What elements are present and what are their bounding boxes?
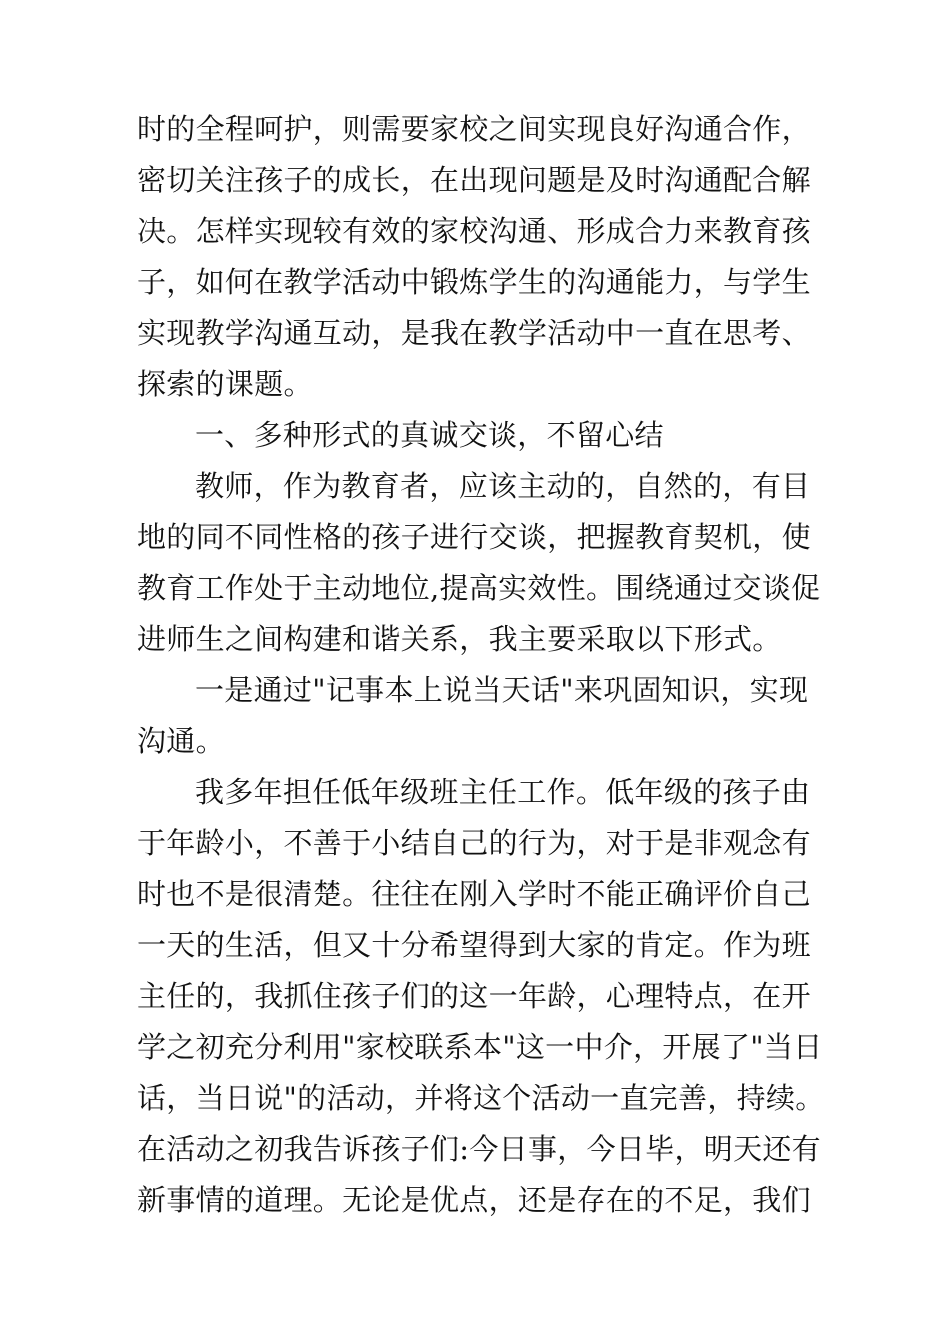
text-line: 教育工作处于主动地位,提高实效性。围绕通过交谈促	[137, 571, 821, 605]
text-line: 决。怎样实现较有效的家校沟通、形成合力来教育孩	[137, 214, 811, 248]
text-line: 于年龄小，不善于小结自己的行为，对于是非观念有	[137, 826, 811, 860]
text-line: 一是通过"记事本上说当天话"来巩固知识，实现	[195, 673, 809, 707]
text-line: 我多年担任低年级班主任工作。低年级的孩子由	[195, 775, 811, 809]
text-line: 一天的生活，但又十分希望得到大家的肯定。作为班	[137, 928, 811, 962]
text-line: 进师生之间构建和谐关系，我主要采取以下形式。	[137, 622, 782, 656]
text-line: 子，如何在教学活动中锻炼学生的沟通能力，与学生	[137, 265, 811, 299]
text-line: 实现教学沟通互动，是我在教学活动中一直在思考、	[137, 316, 811, 350]
text-line: 时也不是很清楚。往往在刚入学时不能正确评价自己	[137, 877, 811, 911]
text-line: 地的同不同性格的孩子进行交谈，把握教育契机，使	[137, 520, 811, 554]
text-line: 时的全程呵护，则需要家校之间实现良好沟通合作，	[137, 112, 811, 146]
text-line: 在活动之初我告诉孩子们:今日事，今日毕，明天还有	[137, 1132, 821, 1166]
text-line: 密切关注孩子的成长，在出现问题是及时沟通配合解	[137, 163, 811, 197]
section-heading: 一、多种形式的真诚交谈，不留心结	[195, 418, 664, 452]
text-line: 学之初充分利用"家校联系本"这一中介，开展了"当日	[137, 1030, 823, 1064]
text-line: 话，当日说"的活动，并将这个活动一直完善，持续。	[137, 1081, 825, 1115]
text-line: 探索的课题。	[137, 367, 313, 401]
document-body	[137, 104, 825, 1226]
text-line: 主任的，我抓住孩子们的这一年龄，心理特点，在开	[137, 979, 811, 1013]
text-line: 教师，作为教育者，应该主动的，自然的，有目	[195, 469, 811, 503]
text-line: 新事情的道理。无论是优点，还是存在的不足，我们	[137, 1183, 811, 1217]
text-line: 沟通。	[137, 724, 225, 758]
